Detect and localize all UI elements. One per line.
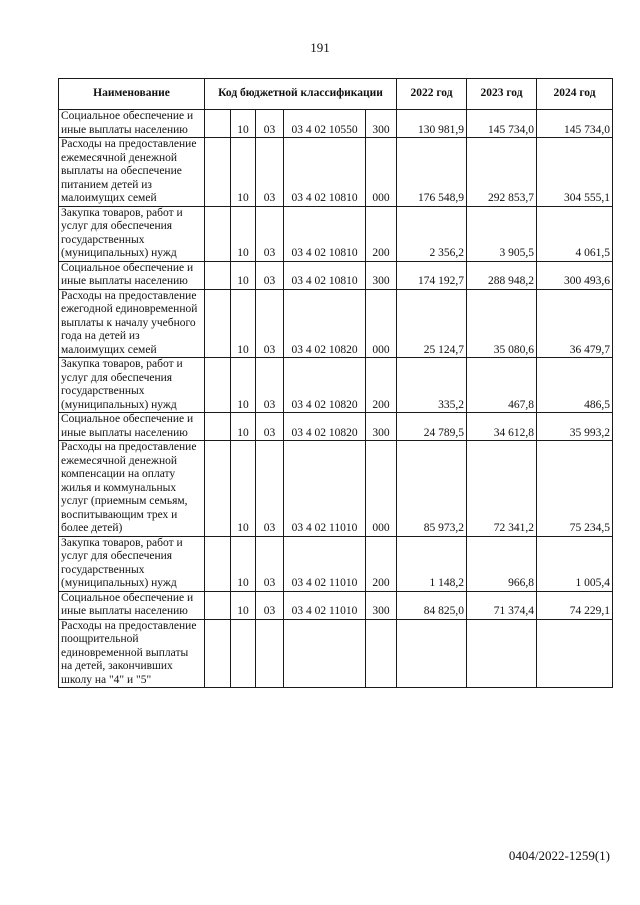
cell-2022: 25 124,7 <box>397 289 467 358</box>
cell-expense-type: 300 <box>366 261 397 289</box>
cell-subsection: 03 <box>256 441 284 537</box>
cell-2023: 467,8 <box>467 358 537 413</box>
table-header-row <box>59 79 613 110</box>
cell-name: Социальное обеспечение и иные выплаты населению <box>59 110 205 138</box>
table-body <box>59 110 613 688</box>
table-row <box>59 536 613 591</box>
cell-target-article: 03 4 02 11010 <box>284 536 366 591</box>
cell-2024 <box>537 619 613 688</box>
cell-2023: 71 374,4 <box>467 591 537 619</box>
cell-expense-type: 000 <box>366 441 397 537</box>
cell-2022: 2 356,2 <box>397 206 467 261</box>
header-2024: 2024 год <box>537 79 613 110</box>
table-row <box>59 591 613 619</box>
cell-name: Социальное обеспечение и иные выплаты населению <box>59 413 205 441</box>
cell-spacer <box>205 138 231 207</box>
cell-section: 10 <box>231 536 256 591</box>
cell-target-article: 03 4 02 10810 <box>284 206 366 261</box>
cell-name: Закупка товаров, работ и услуг для обеспечения государственных (муниципальных) нужд <box>59 358 205 413</box>
cell-expense-type: 000 <box>366 138 397 207</box>
table-row <box>59 619 613 688</box>
cell-spacer <box>205 358 231 413</box>
cell-2024: 300 493,6 <box>537 261 613 289</box>
cell-2022: 85 973,2 <box>397 441 467 537</box>
cell-2023: 72 341,2 <box>467 441 537 537</box>
cell-name: Закупка товаров, работ и услуг для обеспечения государственных (муниципальных) нужд <box>59 536 205 591</box>
cell-section: 10 <box>231 358 256 413</box>
cell-expense-type: 300 <box>366 413 397 441</box>
cell-name: Закупка товаров, работ и услуг для обеспечения государственных (муниципальных) нужд <box>59 206 205 261</box>
cell-name: Расходы на предоставление поощрительной единовременной выплаты на детей, закончивших школу на "4" и "5" <box>59 619 205 688</box>
cell-2022: 174 192,7 <box>397 261 467 289</box>
cell-2024: 1 005,4 <box>537 536 613 591</box>
cell-spacer <box>205 591 231 619</box>
cell-spacer <box>205 110 231 138</box>
cell-2024: 4 061,5 <box>537 206 613 261</box>
cell-expense-type: 200 <box>366 358 397 413</box>
table-row <box>59 206 613 261</box>
page-number: 191 <box>310 40 330 55</box>
cell-2022: 130 981,9 <box>397 110 467 138</box>
cell-section: 10 <box>231 110 256 138</box>
cell-2022: 335,2 <box>397 358 467 413</box>
cell-expense-type: 000 <box>366 289 397 358</box>
cell-expense-type <box>366 619 397 688</box>
cell-spacer <box>205 261 231 289</box>
table-row <box>59 413 613 441</box>
cell-section: 10 <box>231 413 256 441</box>
table-row <box>59 441 613 537</box>
cell-target-article: 03 4 02 10550 <box>284 110 366 138</box>
cell-2024: 74 229,1 <box>537 591 613 619</box>
cell-section: 10 <box>231 206 256 261</box>
cell-2023: 35 080,6 <box>467 289 537 358</box>
cell-expense-type: 300 <box>366 110 397 138</box>
cell-target-article: 03 4 02 10820 <box>284 413 366 441</box>
cell-target-article: 03 4 02 11010 <box>284 591 366 619</box>
cell-2024: 75 234,5 <box>537 441 613 537</box>
cell-spacer <box>205 536 231 591</box>
cell-name: Социальное обеспечение и иные выплаты населению <box>59 261 205 289</box>
cell-subsection: 03 <box>256 110 284 138</box>
cell-2023: 145 734,0 <box>467 110 537 138</box>
cell-2022: 1 148,2 <box>397 536 467 591</box>
cell-2024: 304 555,1 <box>537 138 613 207</box>
cell-2023: 34 612,8 <box>467 413 537 441</box>
cell-spacer <box>205 413 231 441</box>
cell-name: Расходы на предоставление ежемесячной денежной выплаты на обеспечение питанием детей из малоимущих семей <box>59 138 205 207</box>
cell-2023 <box>467 619 537 688</box>
header-budget-code: Код бюджетной классификации <box>205 79 397 110</box>
cell-section <box>231 619 256 688</box>
cell-name: Расходы на предоставление ежегодной единовременной выплаты к началу учебного года на детей из малоимущих семей <box>59 289 205 358</box>
cell-2023: 292 853,7 <box>467 138 537 207</box>
cell-target-article <box>284 619 366 688</box>
cell-target-article: 03 4 02 10810 <box>284 261 366 289</box>
cell-2023: 288 948,2 <box>467 261 537 289</box>
cell-subsection: 03 <box>256 536 284 591</box>
cell-expense-type: 200 <box>366 536 397 591</box>
cell-spacer <box>205 289 231 358</box>
cell-name: Социальное обеспечение и иные выплаты населению <box>59 591 205 619</box>
cell-section: 10 <box>231 289 256 358</box>
cell-name: Расходы на предоставление ежемесячной денежной компенсации на оплату жилья и коммунальных услуг (приемным семьям, воспитывающим трех и более детей) <box>59 441 205 537</box>
cell-subsection: 03 <box>256 138 284 207</box>
cell-2022 <box>397 619 467 688</box>
cell-subsection: 03 <box>256 358 284 413</box>
header-2022: 2022 год <box>397 79 467 110</box>
cell-subsection: 03 <box>256 206 284 261</box>
cell-target-article: 03 4 02 10810 <box>284 138 366 207</box>
cell-section: 10 <box>231 591 256 619</box>
cell-subsection: 03 <box>256 591 284 619</box>
cell-target-article: 03 4 02 10820 <box>284 358 366 413</box>
cell-2024: 486,5 <box>537 358 613 413</box>
cell-2022: 176 548,9 <box>397 138 467 207</box>
table-row <box>59 358 613 413</box>
cell-spacer <box>205 619 231 688</box>
cell-2024: 145 734,0 <box>537 110 613 138</box>
header-name: Наименование <box>59 79 205 110</box>
cell-section: 10 <box>231 441 256 537</box>
cell-subsection <box>256 619 284 688</box>
cell-spacer <box>205 441 231 537</box>
cell-section: 10 <box>231 261 256 289</box>
cell-2022: 24 789,5 <box>397 413 467 441</box>
cell-target-article: 03 4 02 10820 <box>284 289 366 358</box>
cell-expense-type: 300 <box>366 591 397 619</box>
table-row <box>59 261 613 289</box>
cell-section: 10 <box>231 138 256 207</box>
document-code: 0404/2022-1259(1) <box>508 848 610 863</box>
cell-2023: 966,8 <box>467 536 537 591</box>
cell-2024: 36 479,7 <box>537 289 613 358</box>
cell-2022: 84 825,0 <box>397 591 467 619</box>
cell-2024: 35 993,2 <box>537 413 613 441</box>
cell-spacer <box>205 206 231 261</box>
budget-table <box>58 78 613 688</box>
cell-subsection: 03 <box>256 261 284 289</box>
table-row <box>59 110 613 138</box>
cell-subsection: 03 <box>256 413 284 441</box>
cell-subsection: 03 <box>256 289 284 358</box>
cell-target-article: 03 4 02 11010 <box>284 441 366 537</box>
table-row <box>59 289 613 358</box>
table-row <box>59 138 613 207</box>
header-2023: 2023 год <box>467 79 537 110</box>
cell-expense-type: 200 <box>366 206 397 261</box>
cell-2023: 3 905,5 <box>467 206 537 261</box>
